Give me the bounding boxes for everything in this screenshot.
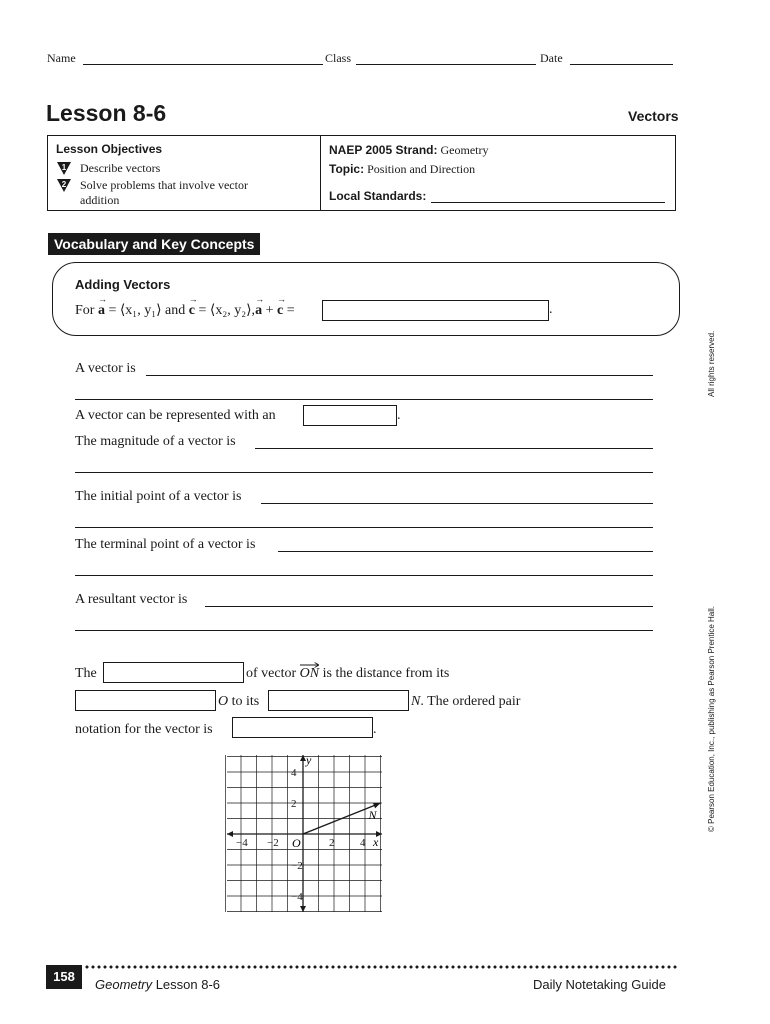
- topic-row: [329, 162, 475, 177]
- x-tick-label: −4: [236, 837, 248, 849]
- x-tick-label: 2: [329, 837, 335, 849]
- point-n-label: N: [368, 808, 377, 822]
- initial-line1[interactable]: [261, 503, 653, 504]
- magnitude-word-answer[interactable]: [103, 662, 244, 683]
- adding-vectors-title: Adding Vectors: [75, 277, 171, 292]
- objective-2-icon: [57, 179, 71, 192]
- class-label: Class: [325, 51, 352, 65]
- y-tick-label: 4: [291, 767, 297, 779]
- terminal-point-answer[interactable]: [268, 690, 409, 711]
- name-label: Name: [47, 51, 76, 65]
- objective-2-text-line1: Solve problems that involve vector: [80, 178, 248, 192]
- notation-label: notation for the vector is: [75, 722, 213, 737]
- naep-value: Geometry: [440, 143, 489, 157]
- vector-is-line2[interactable]: [75, 399, 653, 400]
- formula-period: .: [549, 302, 553, 317]
- rights-text: All rights reserved.: [707, 330, 716, 397]
- y-tick-label: 2: [291, 798, 297, 810]
- local-standards-field[interactable]: [431, 202, 665, 203]
- magnitude-line2[interactable]: [75, 472, 653, 473]
- vector-c-sum: → c: [277, 303, 283, 319]
- footer-book-title: Geometry: [95, 977, 153, 992]
- footer-guide: Daily Notetaking Guide: [533, 977, 666, 992]
- lesson-topic: Vectors: [628, 108, 679, 124]
- represented-answer[interactable]: [303, 405, 397, 426]
- initial-point-answer[interactable]: [75, 690, 216, 711]
- distance-from-label: is the distance from its: [322, 666, 450, 681]
- x-tick-label: −2: [267, 837, 279, 849]
- adding-vectors-box: [52, 262, 680, 336]
- local-standards-label: Local Standards:: [329, 189, 427, 203]
- of-vector-text: [246, 666, 449, 682]
- of-vector-label: of vector: [246, 666, 297, 681]
- formula-eq2: = ⟨x₂, y₂⟩,: [198, 303, 256, 318]
- class-field[interactable]: [356, 64, 536, 65]
- y-axis-label: y: [306, 753, 312, 767]
- topic-label: Topic:: [329, 162, 365, 176]
- objectives-heading: Lesson Objectives: [56, 142, 163, 156]
- y-axis-down-arrow-icon: [300, 906, 306, 912]
- date-label: Date: [540, 51, 563, 65]
- objective-2-text-line2: addition: [80, 193, 120, 207]
- initial-line2[interactable]: [75, 527, 653, 528]
- x-tick-label: 4: [360, 837, 366, 849]
- objectives-box: [47, 135, 676, 211]
- vector-a-sum: → a: [255, 303, 262, 319]
- the-label: The: [75, 666, 97, 681]
- lesson-title: Lesson 8-6: [46, 100, 167, 126]
- resultant-line1[interactable]: [205, 606, 653, 607]
- naep-label: NAEP 2005 Strand:: [329, 143, 438, 157]
- magnitude-line1[interactable]: [255, 448, 653, 449]
- represented-label: A vector can be represented with an: [75, 408, 276, 423]
- vector-arrow-icon: [300, 662, 319, 668]
- formula-eq1: = ⟨x₁, y₁⟩ and: [108, 303, 186, 318]
- footer-lesson-ref: Lesson 8-6: [155, 977, 221, 992]
- vector-c: → c: [189, 303, 195, 319]
- topic-value: Position and Direction: [367, 162, 476, 176]
- terminal-label: The terminal point of a vector is: [75, 537, 256, 552]
- coordinate-grid: [222, 752, 387, 916]
- footer-dotted-rule: [84, 964, 678, 970]
- page-number: 158: [46, 965, 82, 989]
- vector-a: → a: [98, 303, 105, 319]
- y-tick-label: −4: [291, 891, 303, 903]
- magnitude-label: The magnitude of a vector is: [75, 434, 236, 449]
- notation-answer[interactable]: [232, 717, 373, 738]
- origin-label: O: [292, 836, 301, 850]
- resultant-label: A resultant vector is: [75, 592, 188, 607]
- vector-is-line1[interactable]: [146, 375, 653, 376]
- represented-period: .: [397, 408, 401, 423]
- objective-1-icon: [57, 162, 71, 175]
- vector-on: ON: [300, 666, 319, 682]
- notation-period: .: [373, 722, 377, 737]
- initial-label: The initial point of a vector is: [75, 489, 242, 504]
- formula-plus: +: [265, 303, 274, 318]
- footer-book-ref: [95, 977, 220, 992]
- copyright-text: © Pearson Education, Inc., publishing as Pearson Prentice Hall.: [707, 605, 716, 832]
- vector-sum-answer[interactable]: [322, 300, 549, 321]
- o-to-its-label: O to its: [218, 694, 260, 709]
- name-field[interactable]: [83, 64, 323, 65]
- objective-1-text: Describe vectors: [80, 161, 161, 175]
- x-axis-label: x: [373, 835, 379, 849]
- n-ordered-label: N. The ordered pair: [411, 694, 521, 709]
- y-tick-label: −2: [291, 860, 303, 872]
- naep-strand: [329, 143, 488, 158]
- terminal-line1[interactable]: [278, 551, 653, 552]
- formula-for: For: [75, 303, 95, 318]
- terminal-line2[interactable]: [75, 575, 653, 576]
- svg-text:2: 2: [61, 180, 67, 189]
- vector-is-label: A vector is: [75, 361, 136, 376]
- adding-vectors-formula: [75, 302, 295, 319]
- resultant-line2[interactable]: [75, 630, 653, 631]
- date-field[interactable]: [570, 64, 673, 65]
- vocab-banner: Vocabulary and Key Concepts: [48, 233, 260, 255]
- objectives-divider: [320, 136, 321, 210]
- svg-text:1: 1: [61, 163, 67, 172]
- formula-eq3: =: [286, 303, 295, 318]
- x-axis-left-arrow-icon: [227, 831, 233, 837]
